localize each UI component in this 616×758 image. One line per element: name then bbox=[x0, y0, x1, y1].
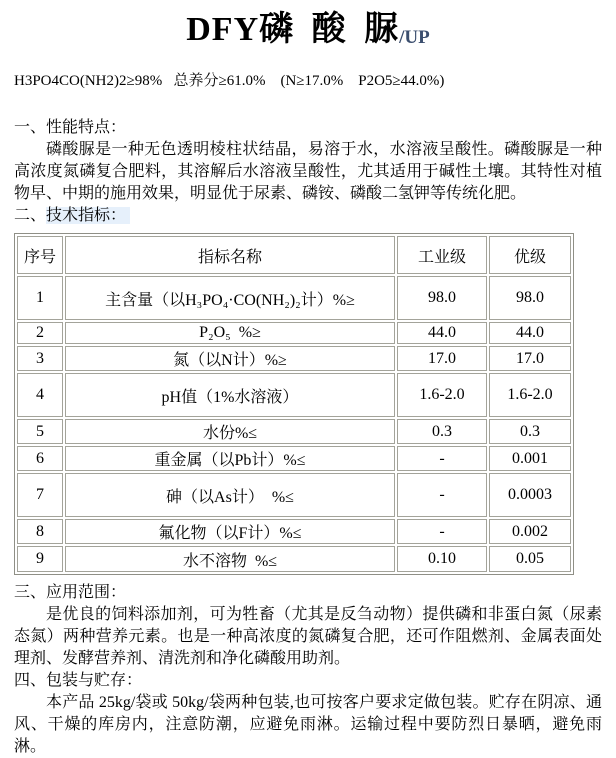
premium-value: 0.0003 bbox=[489, 473, 571, 517]
section-3-paragraph: 是优良的饲料添加剂，可为牲畜（尤其是反刍动物）提供磷和非蛋白氮（尿素态氮）两种营养元素。也是一种高浓度的氮磷复合肥，还可作阻燃剂、金属表面处理剂、发酵营养剂、清洗剂和净化磷酸用助剂。 bbox=[14, 606, 602, 667]
col-header-industrial-grade: 工业级 bbox=[397, 236, 487, 274]
industrial-value: - bbox=[397, 519, 487, 544]
premium-value: 1.6-2.0 bbox=[489, 373, 571, 417]
row-index: 8 bbox=[17, 519, 63, 544]
indicator-name: 氮（以N计）%≥ bbox=[65, 346, 395, 371]
col-header-indicator-name: 指标名称 bbox=[65, 236, 395, 274]
premium-value: 17.0 bbox=[489, 346, 571, 371]
premium-value: 0.3 bbox=[489, 419, 571, 444]
indicator-name: 主含量（以H₃PO₄·CO(NH₂)₂计）%≥ bbox=[65, 276, 395, 320]
industrial-value: - bbox=[397, 446, 487, 471]
section-4-heading: 四、包装与贮存： bbox=[14, 672, 143, 689]
premium-value: 0.05 bbox=[489, 546, 571, 572]
indicator-name: P₂O₅ %≥ bbox=[65, 322, 395, 344]
table-row bbox=[17, 419, 571, 444]
section-2-heading-prefix: 二、 bbox=[14, 207, 47, 224]
row-index: 9 bbox=[17, 546, 63, 572]
row-index: 6 bbox=[17, 446, 63, 471]
indicator-name: pH值（1%水溶液） bbox=[65, 373, 395, 417]
table-row bbox=[17, 346, 571, 371]
industrial-value: 44.0 bbox=[397, 322, 487, 344]
premium-value: 0.001 bbox=[489, 446, 571, 471]
table-row bbox=[17, 519, 571, 544]
industrial-value: 0.10 bbox=[397, 546, 487, 572]
premium-value: 98.0 bbox=[489, 276, 571, 320]
row-index: 1 bbox=[17, 276, 63, 320]
row-index: 4 bbox=[17, 373, 63, 417]
section-2-heading-label: 技术指标： bbox=[46, 207, 130, 224]
row-index: 7 bbox=[17, 473, 63, 517]
col-header-index: 序号 bbox=[17, 236, 63, 274]
col-header-premium-grade: 优级 bbox=[489, 236, 571, 274]
section-2-heading bbox=[14, 205, 602, 227]
indicator-name: 氟化物（以F计）%≤ bbox=[65, 519, 395, 544]
indicator-name: 水不溶物 %≤ bbox=[65, 546, 395, 572]
section-1-heading: 一、性能特点： bbox=[14, 119, 127, 136]
section-1-paragraph: 磷酸脲是一种无色透明棱柱状结晶，易溶于水，水溶液呈酸性。磷酸脲是一种高浓度氮磷复合肥料，其溶解后水溶液呈酸性，尤其适用于碱性土壤。其特性对植物早、中期的施用效果，明显优于尿素、磷铵、磷酸二氢钾等传统化肥。 bbox=[14, 141, 602, 202]
section-4-paragraph: 本产品 25kg/袋或 50kg/袋两种包装,也可按客户要求定做包装。贮存在阴凉、通风、干燥的库房内，注意防潮，应避免雨淋。运输过程中要防烈日暴晒，避免雨淋。 bbox=[14, 694, 602, 755]
table-row bbox=[17, 322, 571, 344]
row-index: 5 bbox=[17, 419, 63, 444]
product-title-text: DFY磷 酸 脲 bbox=[186, 11, 400, 48]
table-row bbox=[17, 473, 571, 517]
table-row bbox=[17, 546, 571, 572]
product-title-suffix: /UP bbox=[399, 27, 430, 48]
section-3-heading: 三、应用范围： bbox=[14, 584, 127, 601]
technical-specs-table bbox=[14, 233, 574, 575]
table-row bbox=[17, 446, 571, 471]
page-title bbox=[14, 6, 602, 59]
industrial-value: 98.0 bbox=[397, 276, 487, 320]
indicator-name: 重金属（以Pb计）%≤ bbox=[65, 446, 395, 471]
premium-value: 44.0 bbox=[489, 322, 571, 344]
industrial-value: 17.0 bbox=[397, 346, 487, 371]
table-row bbox=[17, 276, 571, 320]
industrial-value: 0.3 bbox=[397, 419, 487, 444]
table-row bbox=[17, 373, 571, 417]
premium-value: 0.002 bbox=[489, 519, 571, 544]
row-index: 2 bbox=[17, 322, 63, 344]
indicator-name: 水份%≤ bbox=[65, 419, 395, 444]
industrial-value: - bbox=[397, 473, 487, 517]
row-index: 3 bbox=[17, 346, 63, 371]
industrial-value: 1.6-2.0 bbox=[397, 373, 487, 417]
indicator-name: 砷（以As计） %≤ bbox=[65, 473, 395, 517]
composition-formula-line: H3PO4CO(NH2)2≥98% 总养分≥61.0% (N≥17.0% P2O5≥44.0%) bbox=[14, 73, 445, 89]
table-header-row bbox=[17, 236, 571, 274]
